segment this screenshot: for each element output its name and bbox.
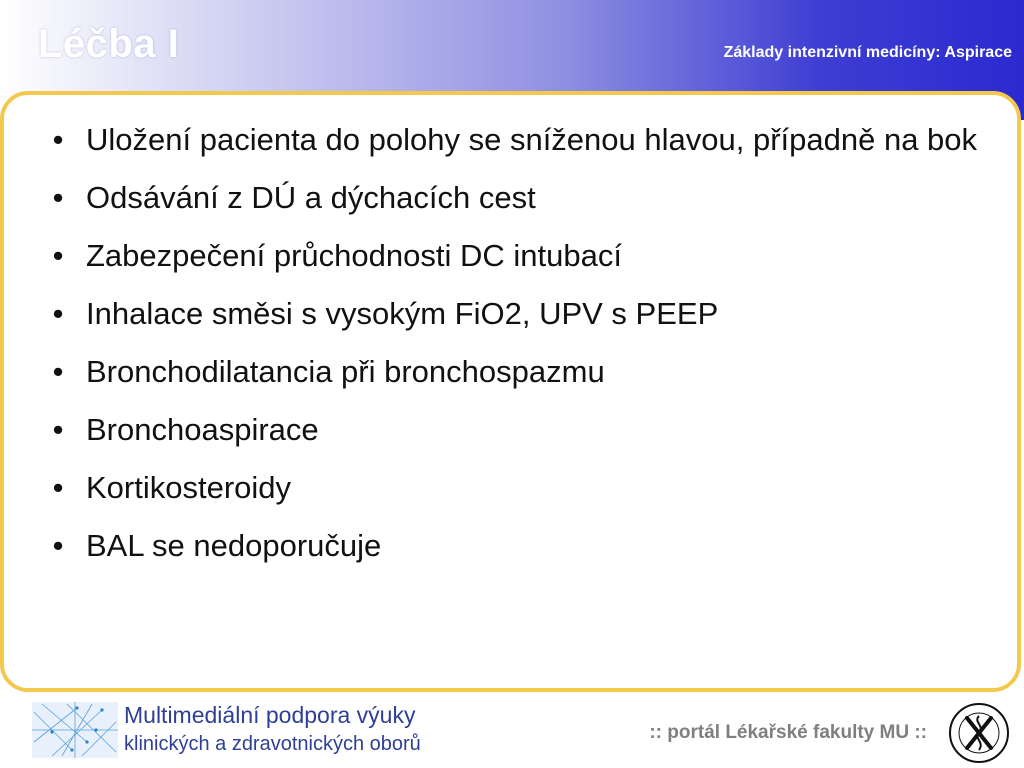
bullet-text: Kortikosteroidy [86, 470, 292, 505]
bullet-marker: • [52, 296, 64, 331]
portal-link[interactable]: :: portál Lékařské fakulty MU :: [649, 722, 927, 743]
bullet-text: Inhalace směsi s vysokým FiO2, UPV s PEEP [86, 296, 719, 331]
bullet-text: Zabezpečení průchodnosti DC intubací [86, 238, 622, 273]
slide-title: Léčba I [38, 22, 180, 66]
bullet-text: Uložení pacienta do polohy se sníženou hlavou, případně na bok [86, 122, 978, 157]
bullet-marker: • [52, 354, 64, 389]
bullet-text: Bronchoaspirace [86, 412, 319, 447]
bullet-marker: • [52, 122, 64, 157]
bullet-text: Odsávání z DÚ a dýchacích cest [86, 180, 536, 215]
bullet-text: Bronchodilatancia při bronchospazmu [86, 354, 605, 389]
bullet-item [44, 350, 994, 394]
bullet-list [44, 118, 994, 582]
bullet-marker: • [52, 528, 64, 563]
bullet-item [44, 524, 994, 568]
logo-title: Multimediální podpora výuky [124, 702, 416, 728]
bullet-marker: • [52, 470, 64, 505]
bullet-text: BAL se nedoporučuje [86, 528, 382, 563]
bullet-marker: • [52, 238, 64, 273]
bullet-item [44, 176, 994, 220]
bullet-item [44, 118, 994, 162]
slide-subtitle: Základy intenzivní medicíny: Aspirace [723, 44, 1012, 61]
bullet-marker: • [52, 180, 64, 215]
network-pattern-icon [32, 702, 118, 758]
bullet-item [44, 292, 994, 336]
bullet-item [44, 234, 994, 278]
bullet-marker: • [52, 412, 64, 447]
bullet-item [44, 408, 994, 452]
bullet-item [44, 466, 994, 510]
logo-subtitle: klinických a zdravotnických oborů [124, 733, 421, 755]
footer-logo[interactable] [32, 700, 472, 762]
faculty-seal-icon [948, 702, 1010, 764]
